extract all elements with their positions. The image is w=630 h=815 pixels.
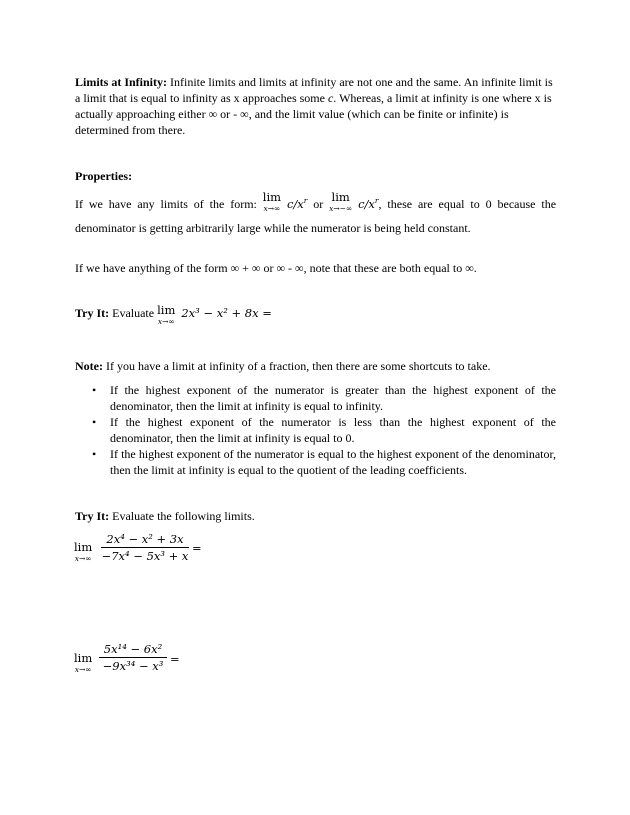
properties-heading: Properties: (75, 169, 133, 183)
limit-notation: lim x→∞ (262, 190, 282, 213)
equals-sign-1: = (192, 541, 202, 555)
intro-heading: Limits at Infinity: (75, 75, 168, 89)
list-item: • If the highest exponent of the numerator is greater than the highest exponent of the denominator, then the limit at infinity is equal to infinity. (92, 383, 556, 413)
fraction-1 (101, 532, 189, 564)
intro-text-2: . Whereas, a limit at infinity is one where x is actually approaching either ∞ or - ∞, and the limit value (which can be finite or infinite) is determined from there. (75, 91, 552, 137)
limit-notation-frac1: lim x→∞ (74, 540, 93, 563)
denominator-2: −9x³⁴ − x³ (102, 659, 164, 673)
intro-paragraph (75, 74, 556, 138)
fraction-bar (99, 657, 167, 658)
properties-paragraph-2: If we have anything of the form ∞ + ∞ or ∞ - ∞, note that these are both equal to ∞. (75, 261, 477, 275)
denominator-1: −7x⁴ − 5x³ + x (101, 549, 189, 563)
limit-notation-try1: lim x→∞ (157, 303, 176, 326)
expr-c-over-x-r: $c/x^r$ (286, 196, 308, 211)
properties-paragraph-1: If we have any limits of the form: lim x→∞ $c/x^r$ or lim x→−∞ $c/x^r$, these are equal to 0 because the denominator is getting arbitrarily large while the numerator is being held constant. (75, 190, 557, 235)
equals-sign-2: = (170, 652, 180, 666)
list-item: • If the highest exponent of the numerator is less than the highest exponent of the denominator, then the limit at infinity is equal to 0. (92, 415, 556, 445)
fraction-2 (99, 642, 167, 674)
note-paragraph: Note: If you have a limit at infinity of a fraction, then there are some shortcuts to take. (75, 359, 491, 373)
expr-c-over-x-r-2: $c/x^r$ (358, 196, 379, 211)
shortcut-list (75, 382, 556, 478)
try-it-2: Try It: Evaluate the following limits. (75, 509, 255, 523)
try-it-label: Try It: (75, 306, 110, 320)
bullet-icon: • (92, 447, 97, 461)
try-it-1: Try It: Evaluate lim x→∞ 2x³ − x² + 8x = (75, 303, 272, 326)
try1-expression: 2x³ − x² + 8x = (181, 306, 272, 320)
fraction-limit-1 (74, 532, 214, 572)
note-label: Note: (75, 359, 103, 373)
numerator-1: 2x⁴ − x² + 3x (106, 532, 184, 546)
try-it-label-2: Try It: (75, 509, 110, 523)
variable-c: c (327, 91, 334, 105)
limit-notation-frac2: lim x→∞ (74, 651, 93, 674)
bullet-icon: • (92, 415, 97, 429)
numerator-2: 5x¹⁴ − 6x² (103, 642, 163, 656)
limit-notation-neg: lim x→−∞ (329, 190, 353, 213)
fraction-bar (101, 547, 189, 548)
fraction-limit-2 (74, 642, 194, 682)
bullet-icon: • (92, 383, 97, 397)
list-item: • If the highest exponent of the numerator is equal to the highest exponent of the denominator, then the limit at infinity is equal to the quotient of the leading coefficients. (92, 447, 556, 477)
intro-text-1: Infinite limits and limits at infinity are not one and the same. An infinite limit is a limit that is equal to infinity as x approaches some (75, 75, 553, 105)
